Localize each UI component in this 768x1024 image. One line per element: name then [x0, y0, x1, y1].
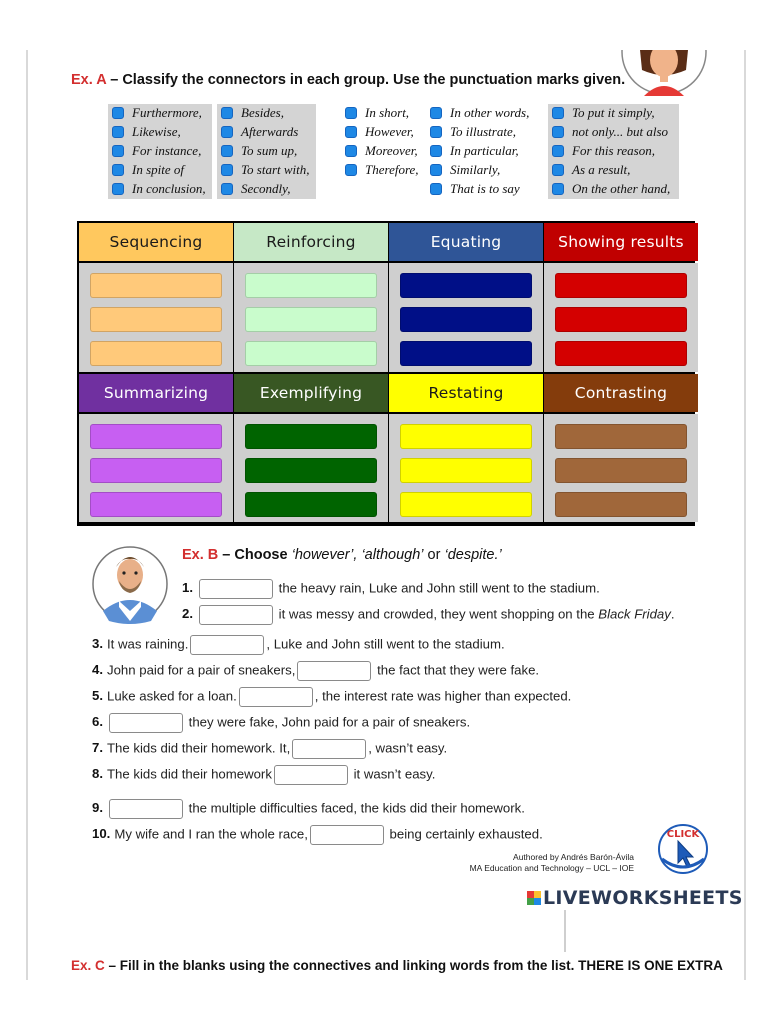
answer-drop-slot[interactable] — [400, 458, 532, 483]
exercise-b-item — [92, 661, 539, 681]
category-grid — [77, 221, 695, 526]
item-number: 2. — [182, 606, 193, 622]
drag-handle-icon[interactable] — [345, 107, 357, 119]
answer-drop-slot[interactable] — [245, 307, 377, 332]
item-text-after: it wasn’t easy. — [349, 766, 436, 782]
item-text-after: the fact that they were fake. — [373, 662, 540, 678]
answer-blank-input[interactable] — [199, 605, 273, 625]
answer-blank-input[interactable] — [297, 661, 371, 681]
drag-handle-icon[interactable] — [345, 126, 357, 138]
connector-label: Besides, — [241, 105, 284, 120]
item-text-before: John paid for a pair of sneakers, — [107, 662, 296, 678]
drag-handle-icon[interactable] — [221, 183, 233, 195]
item-number: 3. — [92, 636, 103, 652]
category-drop-area — [389, 414, 543, 522]
item-number: 4. — [92, 662, 103, 678]
connector-label: To sum up, — [241, 143, 298, 158]
connector-label: For this reason, — [572, 143, 655, 158]
item-number: 8. — [92, 766, 103, 782]
answer-drop-slot[interactable] — [555, 273, 687, 298]
connector-label: In spite of — [132, 162, 184, 177]
connector-label: Therefore, — [365, 162, 419, 177]
connector-item[interactable] — [108, 142, 212, 161]
item-text-end: . — [670, 606, 675, 622]
drag-handle-icon[interactable] — [345, 145, 357, 157]
answer-drop-slot[interactable] — [555, 458, 687, 483]
drag-handle-icon[interactable] — [112, 107, 124, 119]
connector-label: On the other hand, — [572, 181, 671, 196]
drag-handle-icon[interactable] — [552, 107, 564, 119]
connector-group-1 — [108, 104, 212, 199]
answer-drop-slot[interactable] — [555, 424, 687, 449]
author-credit — [428, 852, 634, 874]
answer-drop-slot[interactable] — [245, 424, 377, 449]
item-number: 6. — [92, 714, 103, 730]
drag-handle-icon[interactable] — [112, 183, 124, 195]
connector-item[interactable] — [341, 161, 429, 180]
category-header: Contrasting — [544, 374, 698, 412]
item-number: 1. — [182, 580, 193, 596]
exercise-b-item — [92, 713, 470, 733]
exercise-b-item — [182, 579, 600, 599]
item-text-before: The kids did their homework. It, — [107, 740, 291, 756]
exercise-a-label: Ex. A — [71, 72, 107, 88]
exercise-c-label: Ex. C — [71, 958, 105, 973]
connector-item[interactable] — [341, 142, 429, 161]
category-header: Showing results — [544, 223, 698, 261]
connector-label: In particular, — [450, 143, 519, 158]
drag-handle-icon[interactable] — [112, 126, 124, 138]
connector-item[interactable] — [217, 142, 316, 161]
drag-handle-icon[interactable] — [430, 164, 442, 176]
answer-drop-slot[interactable] — [555, 492, 687, 517]
answer-blank-input[interactable] — [109, 713, 183, 733]
connector-item[interactable] — [548, 180, 679, 199]
answer-drop-slot[interactable] — [90, 424, 222, 449]
connector-label: Furthermore, — [132, 105, 202, 120]
connector-label: Secondly, — [241, 181, 291, 196]
item-text-italic: Black Friday — [598, 606, 671, 622]
drag-handle-icon[interactable] — [552, 164, 564, 176]
connector-label: Similarly, — [450, 162, 501, 177]
answer-drop-slot[interactable] — [90, 492, 222, 517]
category-drop-area — [79, 263, 233, 372]
item-number: 10. — [92, 826, 111, 842]
connector-item[interactable] — [217, 104, 316, 123]
connector-item[interactable] — [217, 180, 316, 199]
category-drop-area — [389, 263, 543, 372]
answer-drop-slot[interactable] — [245, 341, 377, 366]
answer-drop-slot[interactable] — [400, 307, 532, 332]
category-drop-area — [544, 414, 698, 522]
connector-item[interactable] — [108, 180, 212, 199]
exercise-a-instructions: – Classify the connectors in each group. Use the punctuation marks given. — [106, 72, 626, 88]
exercise-b-item — [92, 799, 525, 819]
drag-handle-icon[interactable] — [345, 164, 357, 176]
exercise-a-title — [71, 72, 625, 88]
connector-item[interactable] — [217, 123, 316, 142]
connector-item[interactable] — [426, 104, 536, 123]
connector-label: Afterwards — [241, 124, 299, 139]
exercise-b-item — [92, 687, 571, 707]
item-text-after: it was messy and crowded, they went shopping on the — [275, 606, 599, 622]
item-text-after: being certainly exhausted. — [385, 826, 543, 842]
item-text-after: the heavy rain, Luke and John still went to the stadium. — [275, 580, 600, 596]
connector-group-2 — [217, 104, 316, 199]
exercise-b-item — [92, 635, 505, 655]
answer-blank-input[interactable] — [310, 825, 384, 845]
answer-drop-slot[interactable] — [555, 307, 687, 332]
worksheet-page — [26, 50, 746, 980]
answer-drop-slot[interactable] — [90, 458, 222, 483]
item-text-after: the multiple difficulties faced, the kids did their homework. — [185, 800, 525, 816]
item-text-after: they were fake, John paid for a pair of sneakers. — [185, 714, 471, 730]
category-drop-area — [234, 263, 388, 372]
drag-handle-icon[interactable] — [221, 145, 233, 157]
answer-blank-input[interactable] — [292, 739, 366, 759]
drag-handle-icon[interactable] — [221, 164, 233, 176]
connector-label: In conclusion, — [132, 181, 206, 196]
answer-drop-slot[interactable] — [245, 458, 377, 483]
exercise-b-item — [92, 765, 435, 785]
connector-item[interactable] — [108, 104, 212, 123]
drag-handle-icon[interactable] — [430, 183, 442, 195]
connector-label: In other words, — [450, 105, 530, 120]
answer-drop-slot[interactable] — [90, 341, 222, 366]
answer-drop-slot[interactable] — [245, 492, 377, 517]
connector-item[interactable] — [426, 180, 536, 199]
connector-item[interactable] — [426, 161, 536, 180]
connector-group-5 — [548, 104, 679, 199]
drag-handle-icon[interactable] — [552, 183, 564, 195]
teacher-avatar-icon — [620, 50, 708, 96]
answer-drop-slot[interactable] — [400, 492, 532, 517]
connector-label: To start with, — [241, 162, 310, 177]
connector-item[interactable] — [548, 142, 679, 161]
connector-group-3 — [341, 104, 429, 180]
drag-handle-icon[interactable] — [552, 126, 564, 138]
connector-item[interactable] — [426, 142, 536, 161]
connector-label: However, — [365, 124, 414, 139]
item-text-after: , wasn’t easy. — [368, 740, 448, 756]
drag-handle-icon[interactable] — [112, 145, 124, 157]
answer-blank-input[interactable] — [109, 799, 183, 819]
connector-label: That is to say — [450, 181, 520, 196]
connector-item[interactable] — [548, 123, 679, 142]
connector-item[interactable] — [108, 161, 212, 180]
category-header: Restating — [389, 374, 543, 412]
answer-drop-slot[interactable] — [400, 273, 532, 298]
connector-item[interactable] — [548, 161, 679, 180]
connector-label: To illustrate, — [450, 124, 516, 139]
item-text-after: , Luke and John still went to the stadium. — [266, 636, 505, 652]
item-text-before: The kids did their homework — [107, 766, 272, 782]
connector-label: To put it simply, — [572, 105, 655, 120]
answer-blank-input[interactable] — [239, 687, 313, 707]
connector-item[interactable] — [341, 104, 429, 123]
category-drop-area — [79, 414, 233, 522]
drag-handle-icon[interactable] — [552, 145, 564, 157]
exercise-c-instructions: – Fill in the blanks using the connectives and linking words from the list. THERE IS ONE EXTRA — [104, 958, 723, 973]
answer-drop-slot[interactable] — [400, 341, 532, 366]
connector-label: In short, — [365, 105, 410, 120]
drag-handle-icon[interactable] — [112, 164, 124, 176]
connector-label: Likewise, — [132, 124, 181, 139]
category-drop-area — [234, 414, 388, 522]
item-text-after: , the interest rate was higher than expected. — [314, 688, 572, 704]
exercise-b-item — [182, 605, 675, 625]
connector-label: As a result, — [572, 162, 631, 177]
connector-label: For instance, — [132, 143, 202, 158]
category-drop-area — [544, 263, 698, 372]
answer-drop-slot[interactable] — [90, 273, 222, 298]
category-header: Exemplifying — [234, 374, 388, 412]
connector-item[interactable] — [108, 123, 212, 142]
author-affiliation: MA Education and Technology – UCL – IOE — [469, 863, 634, 873]
answer-drop-slot[interactable] — [400, 424, 532, 449]
drag-handle-icon[interactable] — [430, 126, 442, 138]
item-number: 5. — [92, 688, 103, 704]
category-header: Summarizing — [79, 374, 233, 412]
item-text-before: My wife and I ran the whole race, — [114, 826, 308, 842]
connector-item[interactable] — [217, 161, 316, 180]
exercise-b-label: Ex. B — [182, 547, 219, 563]
exercise-b-item — [92, 739, 447, 759]
author-name: Authored by Andrés Barón-Ávila — [513, 852, 634, 862]
connector-item[interactable] — [341, 123, 429, 142]
divider — [564, 910, 566, 952]
answer-drop-slot[interactable] — [555, 341, 687, 366]
answer-blank-input[interactable] — [199, 579, 273, 599]
answer-blank-input[interactable] — [190, 635, 264, 655]
man-avatar-icon — [91, 541, 169, 627]
answer-drop-slot[interactable] — [245, 273, 377, 298]
drag-handle-icon[interactable] — [430, 145, 442, 157]
drag-handle-icon[interactable] — [430, 107, 442, 119]
connector-item[interactable] — [426, 123, 536, 142]
drag-handle-icon[interactable] — [221, 107, 233, 119]
item-text-before: Luke asked for a loan. — [107, 688, 237, 704]
drag-handle-icon[interactable] — [221, 126, 233, 138]
category-header: Reinforcing — [234, 223, 388, 261]
answer-blank-input[interactable] — [274, 765, 348, 785]
item-number: 9. — [92, 800, 103, 816]
connector-group-4 — [426, 104, 536, 199]
liveworksheets-brand: LIVEWORKSHEETS — [543, 887, 743, 909]
category-header: Equating — [389, 223, 543, 261]
answer-drop-slot[interactable] — [90, 307, 222, 332]
svg-text:CLICK: CLICK — [666, 829, 700, 840]
exercise-b-item — [92, 825, 543, 845]
click-logo-icon — [654, 821, 712, 877]
liveworksheets-logo-icon — [527, 891, 541, 905]
connector-item[interactable] — [548, 104, 679, 123]
category-header: Sequencing — [79, 223, 233, 261]
exercise-b-title: Ex. B – Choose ‘however’, ‘although’ or ‘despite.’ — [182, 547, 502, 563]
exercise-c-title — [71, 958, 723, 973]
connector-label: Moreover, — [365, 143, 418, 158]
item-text-before: It was raining. — [107, 636, 189, 652]
connector-label: not only... but also — [572, 124, 669, 139]
item-number: 7. — [92, 740, 103, 756]
